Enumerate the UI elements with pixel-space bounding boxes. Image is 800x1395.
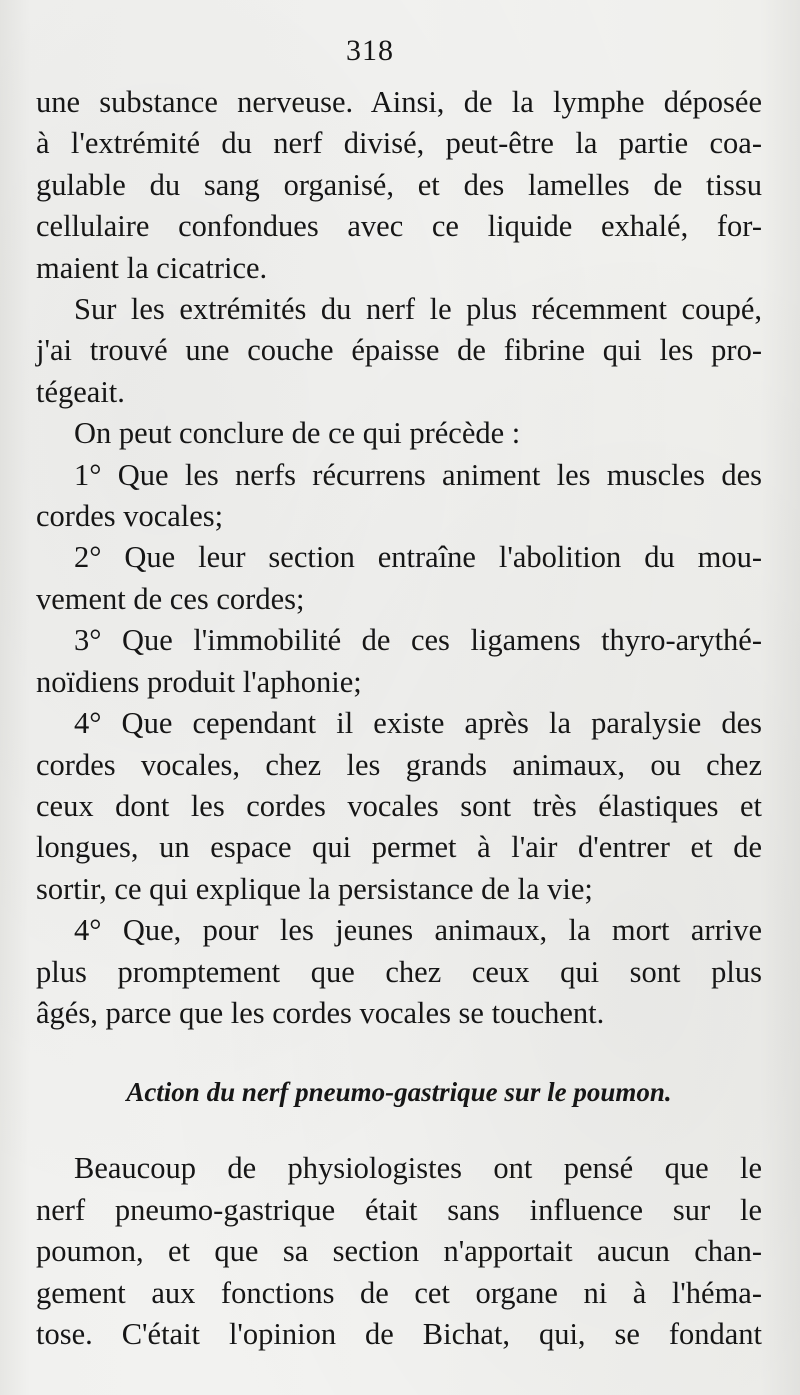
body-text-part-2 [36,1148,762,1356]
text-line: une substance nerveuse. Ainsi, de la lymphe déposée [36,85,762,119]
text-line: Sur les extrémités du nerf le plus récemment coupé, [74,292,762,327]
body-text-part-1 [36,82,762,1034]
text-line: On peut conclure de ce qui précède : [74,416,521,451]
text-line: 3° Que l'immobilité de ces ligamens thyro-arythé- [74,623,762,658]
text-line: nerf pneumo-gastrique était sans influence sur le [36,1192,762,1227]
text-line: Beaucoup de physiologistes ont pensé que le [74,1151,762,1185]
text-line: tose. C'était l'opinion de Bichat, qui, se fondant [36,1317,762,1351]
text-line: cordes vocales, chez les grands animaux, ou chez [36,747,762,782]
text-line: maient la cicatrice. [36,250,268,285]
text-line: cellulaire confondues avec ce liquide exhalé, for- [36,209,762,244]
text-line: longues, un espace qui permet à l'air d'entrer et de [36,830,762,865]
text-line: 4° Que cependant il existe après la paralysie des [74,706,762,741]
text-line: noïdiens produit l'aphonie; [36,664,362,699]
text-line: ceux dont les cordes vocales sont très élastiques et [36,788,762,823]
text-line: gulable du sang organisé, et des lamelles de tissu [36,167,762,202]
section-heading: Action du nerf pneumo-gastrique sur le poumon. [126,1077,672,1107]
text-line: cordes vocales; [36,499,224,534]
text-line: plus promptement que chez ceux qui sont plus [36,954,762,989]
text-line: gement aux fonctions de cet organe ni à l'héma- [36,1275,762,1310]
text-line: vement de ces cordes; [36,581,305,616]
text-line: poumon, et que sa section n'apportait aucun chan- [36,1234,762,1268]
text-line: 1° Que les nerfs récurrens animent les muscles des [74,457,762,492]
text-line: 4° Que, pour les jeunes animaux, la mort arrive [74,913,762,948]
text-line: tégeait. [36,374,125,409]
text-line: j'ai trouvé une couche épaisse de fibrine qui les pro- [36,333,762,368]
text-line: à l'extrémité du nerf divisé, peut-être la partie coa- [36,126,762,161]
text-line: 2° Que leur section entraîne l'abolition du mou- [74,540,762,575]
page-number: 318 [346,34,394,67]
text-line: âgés, parce que les cordes vocales se touchent. [36,995,605,1030]
text-line: sortir, ce qui explique la persistance de la vie; [36,871,593,906]
